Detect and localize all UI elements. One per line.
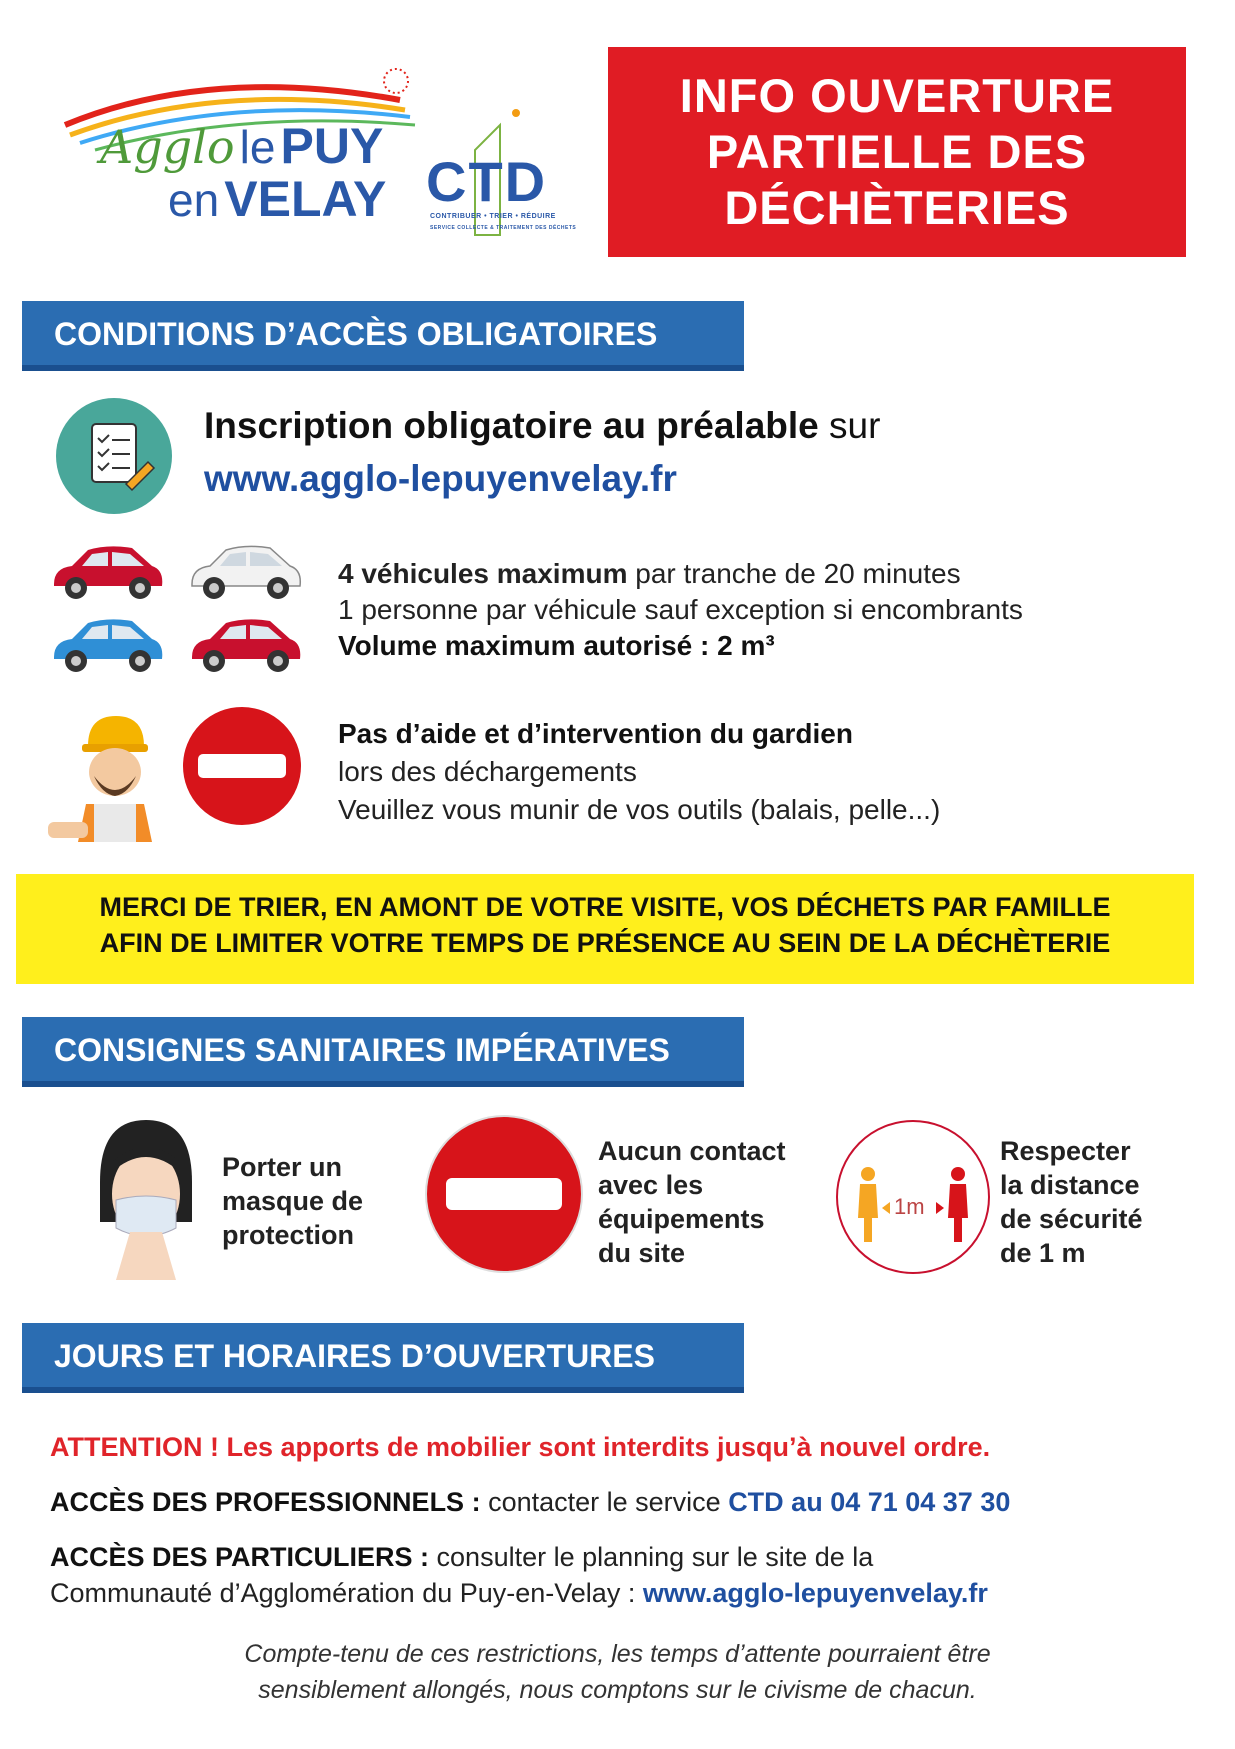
bring-tools-text: Veuillez vous munir de vos outils (balais, pelle...) [338, 794, 941, 825]
contact-line: équipements [598, 1204, 765, 1234]
pro-access-desc: contacter le service [480, 1487, 729, 1517]
worker-icon [48, 704, 168, 844]
clipboard-checklist-icon [56, 398, 172, 514]
mask-line: Porter un [222, 1152, 343, 1182]
private-access-line-2 [50, 1578, 988, 1609]
vehicles-limit-text [338, 558, 961, 590]
logo-agglo-text: Agglo [100, 120, 235, 174]
contact-line: du site [598, 1238, 686, 1268]
distance-line: de sécurité [1000, 1204, 1143, 1234]
social-distance-icon [836, 1120, 990, 1274]
section-banner-sanitary [22, 1017, 744, 1087]
persons-per-vehicle-text: 1 personne par véhicule sauf exception si encombrants [338, 594, 1023, 625]
no-contact-instruction [598, 1134, 786, 1270]
agglo-url-link[interactable]: www.agglo-lepuyenvelay.fr [642, 1578, 988, 1608]
vehicles-limit-bold: 4 véhicules maximum [338, 558, 628, 589]
community-text: Communauté d’Agglomération du Puy-en-Velay : [50, 1578, 643, 1608]
section-heading: CONDITIONS D’ACCÈS OBLIGATOIRES [54, 316, 658, 352]
registration-bold-text: Inscription obligatoire au préalable [204, 405, 819, 446]
mask-instruction [222, 1150, 363, 1252]
vehicles-limit-rest: par tranche de 20 minutes [627, 558, 961, 589]
page-title-box [608, 47, 1186, 257]
sorting-notice-line-1: MERCI DE TRIER, EN AMONT DE VOTRE VISITE, VOS DÉCHETS PAR FAMILLE [99, 892, 1111, 922]
section-banner-opening-hours [22, 1323, 744, 1393]
section-banner-access-conditions [22, 301, 744, 371]
contact-line: avec les [598, 1170, 704, 1200]
registration-url-link[interactable]: www.agglo-lepuyenvelay.fr [204, 458, 677, 499]
distance-line: la distance [1000, 1170, 1140, 1200]
footer-note-line-1: Compte-tenu de ces restrictions, les temps d’attente pourraient être [244, 1640, 991, 1668]
private-access-desc: consulter le planning sur le site de la [429, 1542, 874, 1572]
distance-line: de 1 m [1000, 1238, 1086, 1268]
ctd-phone-link[interactable]: CTD au 04 71 04 37 30 [728, 1487, 1011, 1517]
logo-en-text: en [168, 174, 220, 226]
mask-line: protection [222, 1220, 354, 1250]
unloading-text: lors des déchargements [338, 756, 637, 787]
attention-notice: ATTENTION ! Les apports de mobilier sont interdits jusqu’à nouvel ordre. [50, 1432, 991, 1462]
logo-ctd-subtagline: SERVICE COLLECTE & TRAITEMENT DES DÉCHETS [430, 225, 577, 231]
private-access-text [50, 1542, 873, 1573]
logo-le-text: le [239, 121, 276, 173]
private-access-label: ACCÈS DES PARTICULIERS : [50, 1542, 430, 1572]
page-title-line-2: PARTIELLE DES [706, 125, 1088, 178]
registration-rest-text: sur [818, 405, 881, 446]
red-car-icon [48, 540, 166, 602]
red-car-icon [186, 613, 304, 675]
distance-instruction [1000, 1134, 1143, 1270]
section-heading: CONSIGNES SANITAIRES IMPÉRATIVES [54, 1032, 670, 1068]
page-title-line-3: DÉCHÈTERIES [724, 181, 1070, 234]
sorting-notice-box [16, 874, 1194, 984]
no-guard-help-text: Pas d’aide et d’intervention du gardien [338, 718, 853, 749]
registration-text [204, 405, 880, 447]
no-entry-icon [424, 1114, 584, 1274]
logo-velay-text: VELAY [224, 171, 387, 227]
no-entry-icon [180, 704, 304, 828]
white-car-icon [186, 540, 304, 602]
mask-line: masque de [222, 1186, 364, 1216]
distance-line: Respecter [1000, 1136, 1131, 1166]
logo-puy-text: PUY [280, 118, 384, 174]
masked-woman-icon [80, 1112, 210, 1282]
pro-access-text [50, 1487, 1010, 1518]
section-heading: JOURS ET HORAIRES D’OUVERTURES [54, 1338, 655, 1374]
agglo-ctd-logo [60, 55, 580, 245]
logo-ctd-tagline: CONTRIBUER • TRIER • RÉDUIRE [430, 213, 556, 220]
blue-car-icon [48, 613, 166, 675]
pro-access-label: ACCÈS DES PROFESSIONNELS : [50, 1487, 481, 1517]
page-title-line-1: INFO OUVERTURE [679, 69, 1115, 122]
logo-ctd-text: CTD [426, 150, 548, 213]
footer-note-line-2: sensiblement allongés, nous comptons sur le civisme de chacun. [258, 1676, 977, 1704]
distance-badge-text: 1m [894, 1194, 925, 1219]
sorting-notice-line-2: AFIN DE LIMITER VOTRE TEMPS DE PRÉSENCE AU SEIN DE LA DÉCHÈTERIE [99, 928, 1111, 958]
max-volume-text: Volume maximum autorisé : 2 m³ [338, 630, 775, 661]
contact-line: Aucun contact [598, 1136, 786, 1166]
